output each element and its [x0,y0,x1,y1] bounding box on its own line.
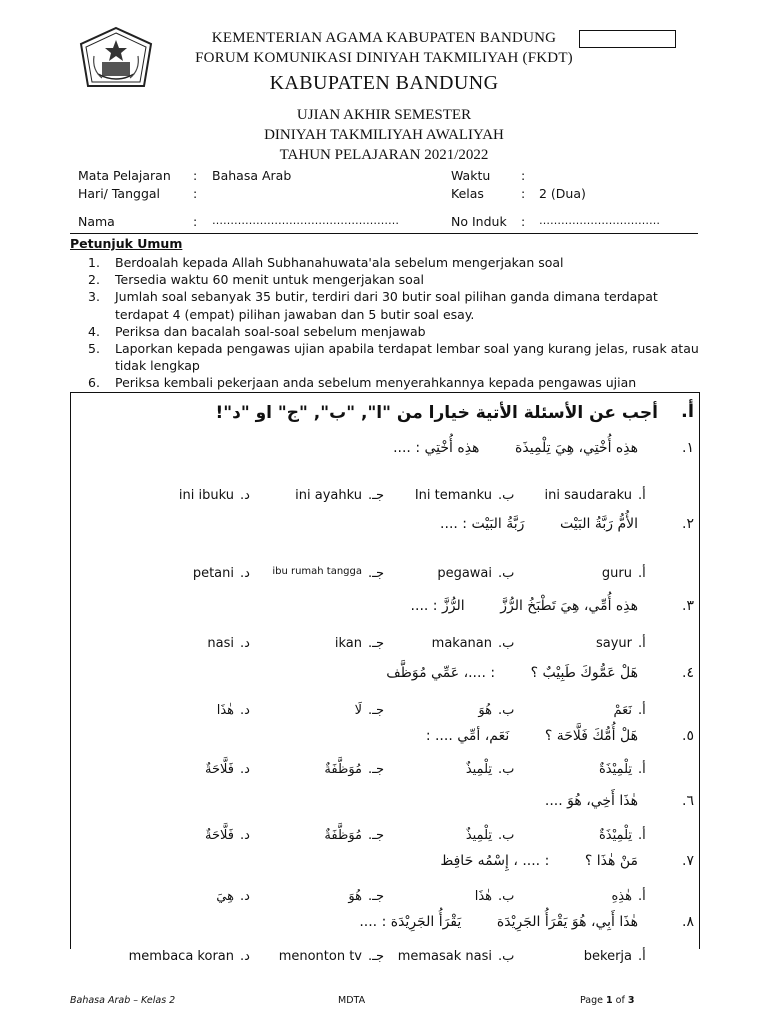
option-text[interactable]: فَلَّاحَةٌ [205,762,234,777]
petunjuk-item [88,288,703,322]
item-text: Periksa dan bacalah soal-soal sebelum menjawab [115,323,426,339]
option-letter: أ. [638,889,646,904]
option-text[interactable]: لَا [354,703,362,718]
option-text[interactable]: memasak nasi [397,949,492,964]
item-number: 1. [88,255,100,270]
footer-subject: Bahasa Arab – Kelas 2 [70,995,176,1006]
header-forum: FORUM KOMUNIKASI DINIYAH TAKMILIYAH (FKDT) [195,50,573,66]
option-text[interactable]: هٰذَا [474,889,492,904]
page-of: of [612,995,628,1006]
option-text[interactable]: تِلْمِيْذَةٌ [599,828,632,843]
kelas-label: Kelas [451,186,484,201]
question-number: ٥. [682,728,694,744]
option-text[interactable]: ikan [334,636,362,651]
question-text: الأُمُّ رَبَّةُ البَيْت رَبَّةُ البَيْت : .... [440,516,638,532]
waktu-sep: : [521,168,526,183]
option-letter: ب. [498,889,515,904]
item-text: Periksa kembali pekerjaan anda sebelum menyerahkannya kepada pengawas ujian [115,375,637,391]
option-letter: جـ. [368,703,384,718]
option-text[interactable]: مُوَظَّفَةٌ [324,828,362,843]
option-letter: جـ. [368,636,384,651]
mapel-value: Bahasa Arab [212,168,292,183]
question-number: ٤. [682,665,694,681]
option-text[interactable]: هٰذَا [216,703,234,718]
question-text: مَنْ هٰذَا ؟ : .... ، إِسْمُه حَافِظ [440,853,638,869]
option-letter: أ. [638,488,646,503]
question-number: ٣. [682,598,694,614]
option-text[interactable]: هِيَ [216,889,234,904]
kelas-sep: : [521,186,526,201]
option-text[interactable]: ibu rumah tangga [272,566,362,577]
footer-school: MDTA [338,995,366,1006]
option-letter: جـ. [368,949,384,964]
option-letter: د. [240,949,250,964]
petunjuk-item [88,340,703,374]
option-letter: د. [240,566,250,581]
nama-field: …………………………………………… [212,214,399,227]
header-year: TAHUN PELAJARAN 2021/2022 [279,147,489,163]
question-number: ٦. [682,793,694,809]
page-total: 3 [627,995,635,1006]
option-letter: جـ. [368,889,384,904]
option-text[interactable]: ini ibuku [178,488,234,503]
page-number: 1 [606,995,613,1006]
question-number: ١. [682,440,694,456]
option-letter: أ. [638,762,646,777]
item-text: Berdoalah kepada Allah Subhanahuwata'ala sebelum mengerjakan soal [115,255,564,270]
option-letter: د. [240,636,250,651]
option-text[interactable]: هٰذِهِ [611,889,632,904]
question-text: هَلْ عَمُّوكَ طَبِيْبٌ ؟ : ....، عَمِّي مُوَظَّف [386,665,638,681]
option-text[interactable]: ini saudaraku [544,488,632,503]
option-text[interactable]: مُوَظَّفَةٌ [324,762,362,777]
item-number: 6. [88,375,100,391]
option-text[interactable]: هُوَ [478,703,492,718]
option-letter: د. [240,488,250,503]
option-letter: ب. [498,488,515,503]
option-text[interactable]: هُوَ [348,889,362,904]
option-letter: جـ. [368,566,384,581]
option-letter: أ. [638,703,646,718]
option-text[interactable]: guru [601,566,632,581]
kelas-value: 2 (Dua) [539,186,586,201]
option-letter: ب. [498,762,515,777]
option-letter: د. [240,762,250,777]
option-text[interactable]: membaca koran [128,949,234,964]
petunjuk-item [88,374,703,391]
option-letter: أ. [638,566,646,581]
section-letter: أ. [680,401,694,422]
option-text[interactable]: تِلْمِيذٌ [465,828,492,843]
section-instruction: أجب عن الأسئلة الأتية خيارا من "ا", "ب", "ج" او "د"! [215,403,658,423]
option-letter: د. [240,889,250,904]
item-text: Jumlah soal sebanyak 35 butir, terdiri dari 30 butir soal pilihan ganda dimana terdapat terdapat 4 (empat) pilihan jawaban dan 5 butir soal esay. [115,289,658,322]
question-text: هذِه أُمِّي، هِيَ تَطْبَخُ الرُّزَّ الرُّزَّ : .... [410,598,638,614]
mapel-sep: : [193,168,198,183]
header-exam: UJIAN AKHIR SEMESTER [296,107,472,123]
item-number: 3. [88,289,100,305]
option-text[interactable]: nasi [207,636,234,651]
header-ministry: KEMENTERIAN AGAMA KABUPATEN BANDUNG [211,30,557,46]
option-letter: ب. [498,828,515,843]
option-text[interactable]: فَلَّاحَةٌ [205,828,234,843]
petunjuk-item [88,254,703,271]
option-text[interactable]: ini ayahku [295,488,362,503]
option-text[interactable]: pegawai [437,566,492,581]
header-regency: KABUPATEN BANDUNG [269,72,499,94]
option-letter: ب. [498,566,515,581]
option-letter: جـ. [368,762,384,777]
petunjuk-title: Petunjuk Umum [70,236,183,251]
option-letter: أ. [638,828,646,843]
question-text: هذِه أُخْتِي، هِيَ تِلْمِيذَة هذِه أُخْتِي : .... [393,440,638,456]
nama-label: Nama [78,214,115,229]
item-text: Laporkan kepada pengawas ujian apabila terdapat lembar soal yang kurang jelas, rusak atau tidak lengkap [115,341,699,374]
option-text[interactable]: menonton tv [278,949,362,964]
question-text: هٰذَا أَبِي، هُوَ يَقْرَأُ الجَرِيْدَة يَقْرَأُ الجَرِيْدَة : .... [359,914,638,930]
divider-line [70,233,698,234]
induk-sep: : [521,214,526,229]
petunjuk-item [88,271,703,288]
option-letter: ب. [498,636,515,651]
option-text[interactable]: نَعَمْ [613,703,632,718]
header-school: DINIYAH TAKMILIYAH AWALIYAH [264,127,504,143]
induk-label: No Induk [451,214,507,229]
option-letter: ب. [498,949,515,964]
page-prefix: Page [580,995,607,1006]
induk-field: …………………………… [539,214,660,227]
question-text: هَلْ أُمُّكَ فَلَّاحَة ؟ نَعَم، أمِّي .... : [425,728,638,744]
hari-label: Hari/ Tanggal [78,186,161,201]
question-number: ٨. [682,914,694,930]
petunjuk-list [88,254,703,392]
option-letter: أ. [638,636,646,651]
option-text[interactable]: petani [192,566,234,581]
option-text[interactable]: تِلْمِيْذَةٌ [599,762,632,777]
option-text[interactable]: sayur [595,636,632,651]
option-letter: د. [240,703,250,718]
option-text[interactable]: makanan [431,636,492,651]
option-letter: ب. [498,703,515,718]
option-text[interactable]: bekerja [583,949,632,964]
hari-sep: : [193,186,198,201]
question-number: ٢. [682,516,694,532]
question-text: هٰذَا أَخِي، هُوَ .... [544,793,638,809]
option-letter: د. [240,828,250,843]
item-text: Tersedia waktu 60 menit untuk mengerjakan soal [115,272,424,288]
option-text[interactable]: تِلْمِيذٌ [465,762,492,777]
footer-page [580,995,634,1006]
item-number: 4. [88,323,100,339]
waktu-label: Waktu [451,168,491,183]
option-letter: جـ. [368,828,384,843]
item-number: 2. [88,272,100,288]
option-letter: جـ. [368,488,384,503]
option-text[interactable]: Ini temanku [414,488,492,503]
item-number: 5. [88,341,100,357]
mapel-label: Mata Pelajaran [78,168,171,183]
option-letter: أ. [638,949,646,964]
question-number: ٧. [682,853,694,869]
nama-sep: : [193,214,198,229]
petunjuk-item [88,323,703,340]
